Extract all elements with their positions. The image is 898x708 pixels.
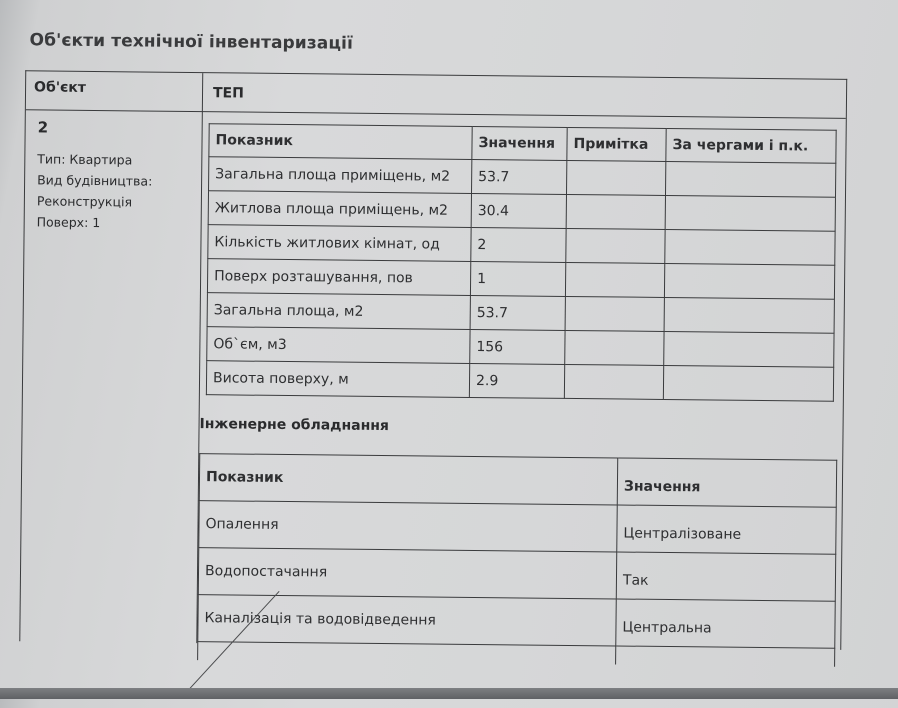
value-cell: 53.7 xyxy=(470,295,565,330)
header-tep: ТЕП xyxy=(212,85,244,102)
header-object: Об'єкт xyxy=(34,79,87,96)
note-cell xyxy=(566,194,665,229)
engineering-section-title: Інженерне обладнання xyxy=(199,416,390,435)
indicator-cell: Загальна площа приміщень, м2 xyxy=(209,157,472,194)
indicator-cell: Поверх розташування, пов xyxy=(207,259,470,296)
object-type: Тип: Квартира xyxy=(37,151,133,168)
inventory-table xyxy=(19,70,847,650)
indicator-cell: Каналізація та водовідведення xyxy=(198,595,616,646)
note-cell xyxy=(564,364,663,399)
by-stage-cell xyxy=(664,297,834,333)
empty-cell xyxy=(198,642,616,665)
eng-col-indicator: Показник xyxy=(199,454,617,505)
value-cell: 53.7 xyxy=(472,159,567,194)
page-title: Об'єкти технічної інвентаризації xyxy=(29,30,354,54)
value-cell: 156 xyxy=(470,329,565,364)
by-stage-cell xyxy=(665,195,835,231)
eng-col-value: Значення xyxy=(617,458,836,507)
object-construction-label: Вид будівництва: xyxy=(37,172,153,189)
by-stage-cell xyxy=(664,263,834,299)
value-cell: 2.9 xyxy=(469,363,564,398)
value-cell: Так xyxy=(616,552,835,601)
indicator-cell: Кількість житлових кімнат, од xyxy=(208,225,471,262)
note-cell xyxy=(565,296,664,331)
object-number: 2 xyxy=(37,118,49,137)
tep-col-indicator: Показник xyxy=(209,124,472,160)
table-row xyxy=(198,595,835,649)
by-stage-cell xyxy=(665,229,835,265)
table-row xyxy=(198,548,835,602)
indicator-cell: Житлова площа приміщень, м2 xyxy=(208,191,471,228)
engineering-header-row xyxy=(199,454,836,508)
object-info xyxy=(37,117,153,233)
object-floor: Поверх: 1 xyxy=(36,214,101,231)
value-cell: 2 xyxy=(471,227,566,262)
note-cell xyxy=(566,160,665,195)
indicator-cell: Опалення xyxy=(199,501,617,552)
value-cell: Центральна xyxy=(616,599,835,648)
indicator-cell: Об`єм, м3 xyxy=(207,327,470,364)
engineering-table xyxy=(197,453,837,667)
inventory-table-header xyxy=(26,71,846,119)
value-cell: 30.4 xyxy=(471,193,566,228)
indicator-cell: Загальна площа, м2 xyxy=(207,293,470,330)
object-construction-value: Реконструкція xyxy=(36,193,133,210)
tep-table xyxy=(206,123,837,402)
note-cell xyxy=(565,262,664,297)
empty-cell xyxy=(616,646,835,667)
note-cell xyxy=(565,330,664,365)
by-stage-cell xyxy=(663,365,833,401)
table-row xyxy=(206,361,833,402)
value-cell: Централізоване xyxy=(617,505,836,554)
by-stage-cell xyxy=(664,331,834,367)
indicator-cell: Висота поверху, м xyxy=(206,361,469,398)
table-row xyxy=(199,501,836,555)
tep-col-by-stage: За чергами і п.к. xyxy=(666,128,836,163)
tep-col-value: Значення xyxy=(472,126,567,160)
by-stage-cell xyxy=(665,161,835,197)
value-cell: 1 xyxy=(470,261,565,296)
tep-col-note: Примітка xyxy=(567,127,666,161)
indicator-cell: Водопостачання xyxy=(198,548,616,599)
page-bottom-edge xyxy=(0,688,898,699)
note-cell xyxy=(566,228,665,263)
